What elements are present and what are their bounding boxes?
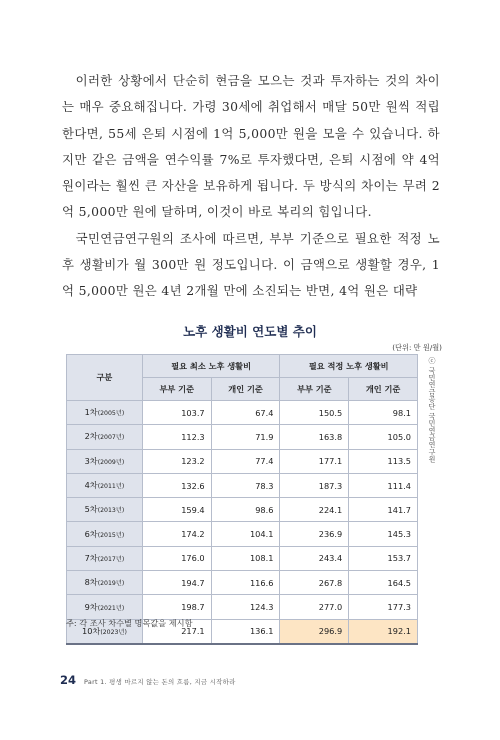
cell-min-couple: 176.0 [142,546,211,570]
cell-adequate-individual: 164.5 [349,571,418,595]
cell-min-individual: 104.1 [211,522,280,546]
body-text [62,68,440,305]
row-label: 8차(2019년) [67,571,143,595]
row-label: 7차(2017년) [67,546,143,570]
table-row [67,473,418,497]
row-label: 5차(2013년) [67,498,143,522]
cell-adequate-couple: 150.5 [280,401,349,425]
cell-adequate-couple: 267.8 [280,571,349,595]
source-credit: ⓒ 국민연금공단 국민연금연구원 [428,357,436,463]
page-number: 24 [60,673,77,687]
cell-min-individual: 108.1 [211,546,280,570]
cell-adequate-individual: 105.0 [349,425,418,449]
cell-adequate-couple: 224.1 [280,498,349,522]
cell-min-couple: 132.6 [142,473,211,497]
row-label: 6차(2015년) [67,522,143,546]
table-row [67,595,418,619]
row-label: 3차(2009년) [67,449,143,473]
cell-min-individual: 71.9 [211,425,280,449]
table-row [67,571,418,595]
header-adequate-couple: 부부 기준 [280,378,349,401]
cell-adequate-individual: 111.4 [349,473,418,497]
table-title: 노후 생활비 연도별 추이 [183,324,317,339]
cell-adequate-individual: 177.3 [349,595,418,619]
cell-adequate-couple: 243.4 [280,546,349,570]
row-label: 10차(2023년) [67,619,143,644]
cell-min-individual: 78.3 [211,473,280,497]
cell-min-individual: 77.4 [211,449,280,473]
table-row [67,449,418,473]
cell-min-couple: 198.7 [142,595,211,619]
cell-min-couple: 194.7 [142,571,211,595]
cell-min-individual: 116.6 [211,571,280,595]
table-unit: (단위: 만 원/월) [392,343,442,352]
cell-adequate-individual: 113.5 [349,449,418,473]
paragraph-2: 국민연금연구원의 조사에 따르면, 부부 기준으로 필요한 적정 노후 생활비가 월 300만 원 정도입니다. 이 금액으로 생활할 경우, 1억 5,000만 원은 4년 2개월 만에 소진되는 반면, 4억 원은 대략 [62,230,440,299]
table-row [67,522,418,546]
header-min-individual: 개인 기준 [211,378,280,401]
living-cost-table [66,354,418,645]
table-row [67,425,418,449]
cell-adequate-couple: 177.1 [280,449,349,473]
cell-adequate-individual: 145.3 [349,522,418,546]
row-label: 4차(2011년) [67,473,143,497]
paragraph-1: 이러한 상황에서 단순히 현금을 모으는 것과 투자하는 것의 차이는 매우 중요해집니다. 가령 30세에 취업해서 매달 50만 원씩 적립한다면, 55세 은퇴 시점에 1억 5,000만 원을 모을 수 있습니다. 하지만 같은 금액을 연수익률 7%로 투자했다면, 은퇴 시점에 약 4억 원이라는 훨씬 큰 자산을 보유하게 됩니다. 두 방식의 차이는 무려 2억 5,000만 원에 달하며, 이것이 바로 복리의 힘입니다. [62,73,440,220]
table-footnote: 주: 각 조사 차수별 명목값을 제시함 [66,618,193,628]
header-adequate-group: 필요 적정 노후 생활비 [280,355,418,378]
row-label: 9차(2021년) [67,595,143,619]
header-min-group: 필요 최소 노후 생활비 [142,355,280,378]
header-adequate-individual: 개인 기준 [349,378,418,401]
cell-adequate-couple: 236.9 [280,522,349,546]
cell-min-individual: 124.3 [211,595,280,619]
cell-adequate-couple-highlight: 296.9 [280,619,349,644]
table-row [67,498,418,522]
cell-min-couple: 123.2 [142,449,211,473]
cell-adequate-individual: 153.7 [349,546,418,570]
cell-min-couple: 217.1 [142,619,211,644]
cell-adequate-individual: 141.7 [349,498,418,522]
cell-min-couple: 103.7 [142,401,211,425]
cell-adequate-couple: 163.8 [280,425,349,449]
table-row [67,546,418,570]
header-min-couple: 부부 기준 [142,378,211,401]
cell-adequate-couple: 187.3 [280,473,349,497]
cell-min-individual: 136.1 [211,619,280,644]
cell-adequate-individual: 98.1 [349,401,418,425]
cell-adequate-individual-highlight: 192.1 [349,619,418,644]
cell-min-couple: 159.4 [142,498,211,522]
row-label: 1차(2005년) [67,401,143,425]
cell-min-couple: 112.3 [142,425,211,449]
cell-min-individual: 98.6 [211,498,280,522]
cell-min-individual: 67.4 [211,401,280,425]
running-head: Part 1. 평생 마르지 않는 돈의 흐름, 지금 시작하라 [84,678,236,686]
cell-adequate-couple: 277.0 [280,595,349,619]
row-label: 2차(2007년) [67,425,143,449]
cell-min-couple: 174.2 [142,522,211,546]
table-row [67,401,418,425]
header-category: 구분 [67,355,143,401]
